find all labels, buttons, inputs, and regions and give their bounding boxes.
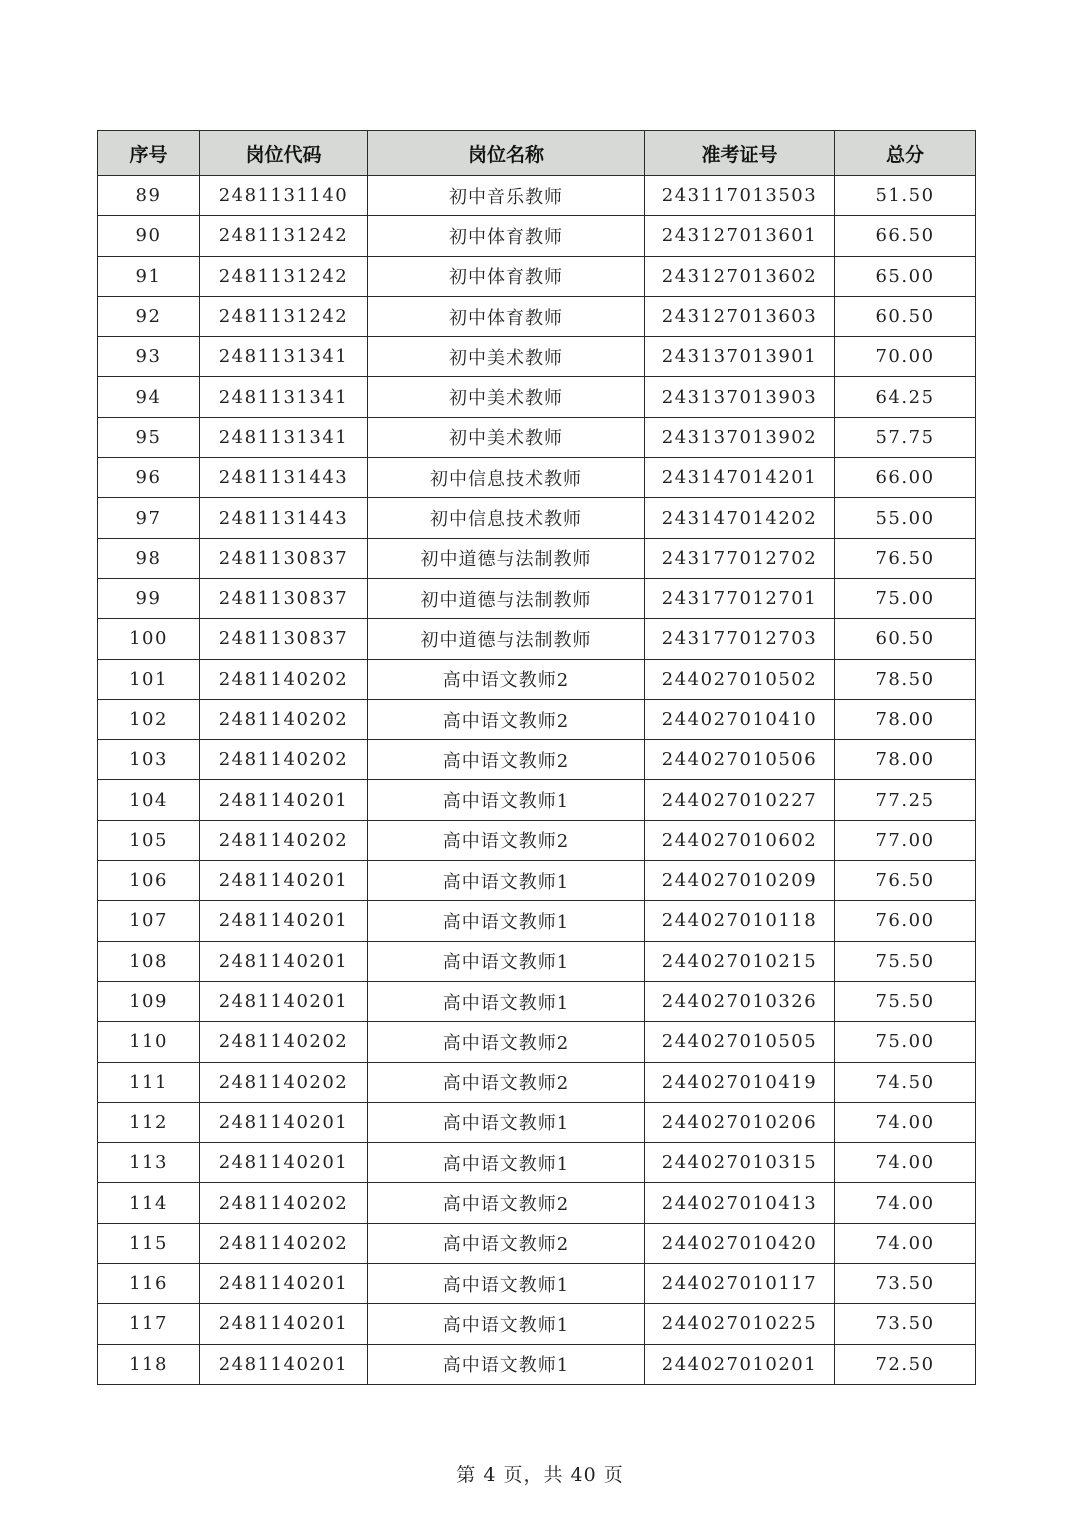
cell-position-name: 初中信息技术教师 [368, 458, 645, 498]
cell-index: 104 [98, 780, 200, 820]
cell-total-score: 60.50 [835, 619, 976, 659]
cell-index: 92 [98, 296, 200, 336]
table-row [98, 1062, 976, 1102]
header-row [98, 131, 976, 176]
cell-index: 98 [98, 538, 200, 578]
cell-ticket-number: 244027010201 [645, 1344, 835, 1384]
cell-position-code: 2481131341 [200, 337, 368, 377]
cell-position-code: 2481140202 [200, 740, 368, 780]
cell-index: 100 [98, 619, 200, 659]
cell-ticket-number: 244027010118 [645, 901, 835, 941]
cell-total-score: 76.00 [835, 901, 976, 941]
cell-position-code: 2481140201 [200, 981, 368, 1021]
cell-position-code: 2481140201 [200, 1143, 368, 1183]
cell-position-code: 2481140201 [200, 1102, 368, 1142]
cell-position-code: 2481140202 [200, 1062, 368, 1102]
table-row [98, 1264, 976, 1304]
table-row [98, 941, 976, 981]
table-row [98, 256, 976, 296]
cell-ticket-number: 243137013902 [645, 417, 835, 457]
cell-index: 115 [98, 1223, 200, 1263]
cell-index: 112 [98, 1102, 200, 1142]
table-row [98, 1304, 976, 1344]
cell-position-code: 2481131242 [200, 216, 368, 256]
cell-position-code: 2481131140 [200, 176, 368, 216]
cell-ticket-number: 243127013601 [645, 216, 835, 256]
cell-position-code: 2481140201 [200, 780, 368, 820]
cell-ticket-number: 243177012701 [645, 578, 835, 618]
cell-position-name: 高中语文教师2 [368, 659, 645, 699]
header-ticket-number: 准考证号 [645, 131, 835, 176]
cell-index: 91 [98, 256, 200, 296]
cell-ticket-number: 243117013503 [645, 176, 835, 216]
table-row [98, 780, 976, 820]
cell-index: 89 [98, 176, 200, 216]
header-position-code: 岗位代码 [200, 131, 368, 176]
cell-total-score: 76.50 [835, 861, 976, 901]
cell-position-name: 高中语文教师1 [368, 1143, 645, 1183]
cell-position-name: 高中语文教师1 [368, 981, 645, 1021]
cell-position-name: 初中美术教师 [368, 337, 645, 377]
cell-ticket-number: 244027010502 [645, 659, 835, 699]
cell-ticket-number: 244027010117 [645, 1264, 835, 1304]
cell-total-score: 74.00 [835, 1102, 976, 1142]
cell-total-score: 73.50 [835, 1304, 976, 1344]
cell-total-score: 74.00 [835, 1183, 976, 1223]
cell-index: 117 [98, 1304, 200, 1344]
cell-ticket-number: 243177012703 [645, 619, 835, 659]
cell-position-code: 2481140201 [200, 1304, 368, 1344]
header-index: 序号 [98, 131, 200, 176]
cell-total-score: 66.00 [835, 458, 976, 498]
cell-index: 93 [98, 337, 200, 377]
cell-position-code: 2481140201 [200, 941, 368, 981]
cell-ticket-number: 244027010506 [645, 740, 835, 780]
table-row [98, 337, 976, 377]
cell-total-score: 51.50 [835, 176, 976, 216]
cell-ticket-number: 244027010225 [645, 1304, 835, 1344]
cell-ticket-number: 244027010227 [645, 780, 835, 820]
table-row [98, 377, 976, 417]
table-row [98, 619, 976, 659]
cell-position-code: 2481131443 [200, 458, 368, 498]
cell-ticket-number: 244027010326 [645, 981, 835, 1021]
cell-position-code: 2481131341 [200, 417, 368, 457]
cell-total-score: 64.25 [835, 377, 976, 417]
cell-position-name: 初中体育教师 [368, 216, 645, 256]
cell-position-name: 初中美术教师 [368, 417, 645, 457]
cell-total-score: 74.00 [835, 1143, 976, 1183]
cell-position-name: 高中语文教师2 [368, 699, 645, 739]
cell-position-name: 高中语文教师1 [368, 861, 645, 901]
table-row [98, 740, 976, 780]
table-header [98, 131, 976, 176]
cell-ticket-number: 244027010413 [645, 1183, 835, 1223]
cell-ticket-number: 243147014201 [645, 458, 835, 498]
cell-ticket-number: 243137013901 [645, 337, 835, 377]
cell-position-name: 高中语文教师1 [368, 780, 645, 820]
cell-position-name: 高中语文教师1 [368, 1102, 645, 1142]
cell-index: 113 [98, 1143, 200, 1183]
cell-position-code: 2481140202 [200, 1022, 368, 1062]
cell-position-name: 高中语文教师1 [368, 941, 645, 981]
cell-position-code: 2481131341 [200, 377, 368, 417]
cell-ticket-number: 244027010419 [645, 1062, 835, 1102]
cell-position-name: 初中体育教师 [368, 256, 645, 296]
cell-index: 111 [98, 1062, 200, 1102]
cell-position-code: 2481140201 [200, 1344, 368, 1384]
cell-index: 97 [98, 498, 200, 538]
cell-index: 101 [98, 659, 200, 699]
cell-index: 106 [98, 861, 200, 901]
cell-position-name: 高中语文教师2 [368, 1183, 645, 1223]
table-row [98, 578, 976, 618]
cell-position-code: 2481140201 [200, 861, 368, 901]
cell-total-score: 60.50 [835, 296, 976, 336]
cell-position-code: 2481140202 [200, 1183, 368, 1223]
cell-ticket-number: 243137013903 [645, 377, 835, 417]
table-row [98, 1022, 976, 1062]
table-row [98, 1102, 976, 1142]
cell-total-score: 78.00 [835, 740, 976, 780]
cell-ticket-number: 244027010209 [645, 861, 835, 901]
table-row [98, 659, 976, 699]
table-row [98, 699, 976, 739]
cell-position-name: 高中语文教师2 [368, 740, 645, 780]
cell-ticket-number: 244027010206 [645, 1102, 835, 1142]
cell-ticket-number: 244027010315 [645, 1143, 835, 1183]
cell-position-name: 初中信息技术教师 [368, 498, 645, 538]
cell-index: 95 [98, 417, 200, 457]
table-row [98, 458, 976, 498]
cell-index: 90 [98, 216, 200, 256]
cell-ticket-number: 243127013603 [645, 296, 835, 336]
cell-position-name: 初中美术教师 [368, 377, 645, 417]
cell-total-score: 57.75 [835, 417, 976, 457]
cell-position-code: 2481131242 [200, 296, 368, 336]
header-position-name: 岗位名称 [368, 131, 645, 176]
cell-ticket-number: 244027010420 [645, 1223, 835, 1263]
table-row [98, 1223, 976, 1263]
cell-index: 109 [98, 981, 200, 1021]
cell-index: 96 [98, 458, 200, 498]
cell-total-score: 70.00 [835, 337, 976, 377]
cell-position-code: 2481140201 [200, 1264, 368, 1304]
cell-index: 105 [98, 820, 200, 860]
cell-ticket-number: 243177012702 [645, 538, 835, 578]
cell-index: 102 [98, 699, 200, 739]
table-row [98, 820, 976, 860]
cell-total-score: 76.50 [835, 538, 976, 578]
cell-position-name: 高中语文教师1 [368, 1304, 645, 1344]
cell-ticket-number: 244027010215 [645, 941, 835, 981]
cell-total-score: 73.50 [835, 1264, 976, 1304]
cell-position-name: 初中道德与法制教师 [368, 578, 645, 618]
cell-position-name: 高中语文教师2 [368, 1062, 645, 1102]
cell-index: 103 [98, 740, 200, 780]
table-row [98, 417, 976, 457]
table-row [98, 1143, 976, 1183]
cell-position-code: 2481140202 [200, 699, 368, 739]
table-row [98, 901, 976, 941]
cell-position-name: 高中语文教师2 [368, 820, 645, 860]
cell-total-score: 78.50 [835, 659, 976, 699]
cell-index: 99 [98, 578, 200, 618]
table-row [98, 538, 976, 578]
table-row [98, 1183, 976, 1223]
cell-ticket-number: 243147014202 [645, 498, 835, 538]
cell-position-code: 2481140201 [200, 901, 368, 941]
cell-position-name: 高中语文教师2 [368, 1022, 645, 1062]
cell-total-score: 65.00 [835, 256, 976, 296]
score-table [97, 130, 976, 1385]
cell-position-name: 初中道德与法制教师 [368, 619, 645, 659]
cell-position-code: 2481130837 [200, 538, 368, 578]
cell-total-score: 75.50 [835, 981, 976, 1021]
cell-total-score: 78.00 [835, 699, 976, 739]
table-row [98, 981, 976, 1021]
table-row [98, 861, 976, 901]
cell-position-name: 高中语文教师1 [368, 901, 645, 941]
cell-position-name: 高中语文教师1 [368, 1264, 645, 1304]
page-footer: 第 4 页，共 40 页 [456, 1464, 624, 1486]
cell-ticket-number: 244027010410 [645, 699, 835, 739]
cell-position-code: 2481140202 [200, 820, 368, 860]
cell-total-score: 75.50 [835, 941, 976, 981]
cell-index: 110 [98, 1022, 200, 1062]
cell-position-code: 2481140202 [200, 1223, 368, 1263]
cell-ticket-number: 244027010505 [645, 1022, 835, 1062]
cell-index: 108 [98, 941, 200, 981]
cell-ticket-number: 243127013602 [645, 256, 835, 296]
cell-position-code: 2481131443 [200, 498, 368, 538]
table-row [98, 1344, 976, 1384]
cell-total-score: 77.25 [835, 780, 976, 820]
table-row [98, 296, 976, 336]
cell-ticket-number: 244027010602 [645, 820, 835, 860]
cell-position-name: 初中体育教师 [368, 296, 645, 336]
cell-position-code: 2481131242 [200, 256, 368, 296]
cell-total-score: 75.00 [835, 578, 976, 618]
cell-total-score: 77.00 [835, 820, 976, 860]
cell-total-score: 55.00 [835, 498, 976, 538]
table-row [98, 498, 976, 538]
cell-index: 107 [98, 901, 200, 941]
cell-total-score: 75.00 [835, 1022, 976, 1062]
table-body [98, 176, 976, 1385]
table-row [98, 176, 976, 216]
cell-position-name: 初中道德与法制教师 [368, 538, 645, 578]
cell-position-code: 2481140202 [200, 659, 368, 699]
cell-index: 94 [98, 377, 200, 417]
cell-position-name: 高中语文教师1 [368, 1344, 645, 1384]
cell-position-name: 初中音乐教师 [368, 176, 645, 216]
cell-total-score: 72.50 [835, 1344, 976, 1384]
cell-index: 118 [98, 1344, 200, 1384]
cell-total-score: 74.50 [835, 1062, 976, 1102]
cell-index: 114 [98, 1183, 200, 1223]
cell-position-code: 2481130837 [200, 619, 368, 659]
cell-total-score: 66.50 [835, 216, 976, 256]
cell-index: 116 [98, 1264, 200, 1304]
cell-total-score: 74.00 [835, 1223, 976, 1263]
header-total-score: 总分 [835, 131, 976, 176]
cell-position-code: 2481130837 [200, 578, 368, 618]
cell-position-name: 高中语文教师2 [368, 1223, 645, 1263]
table-row [98, 216, 976, 256]
